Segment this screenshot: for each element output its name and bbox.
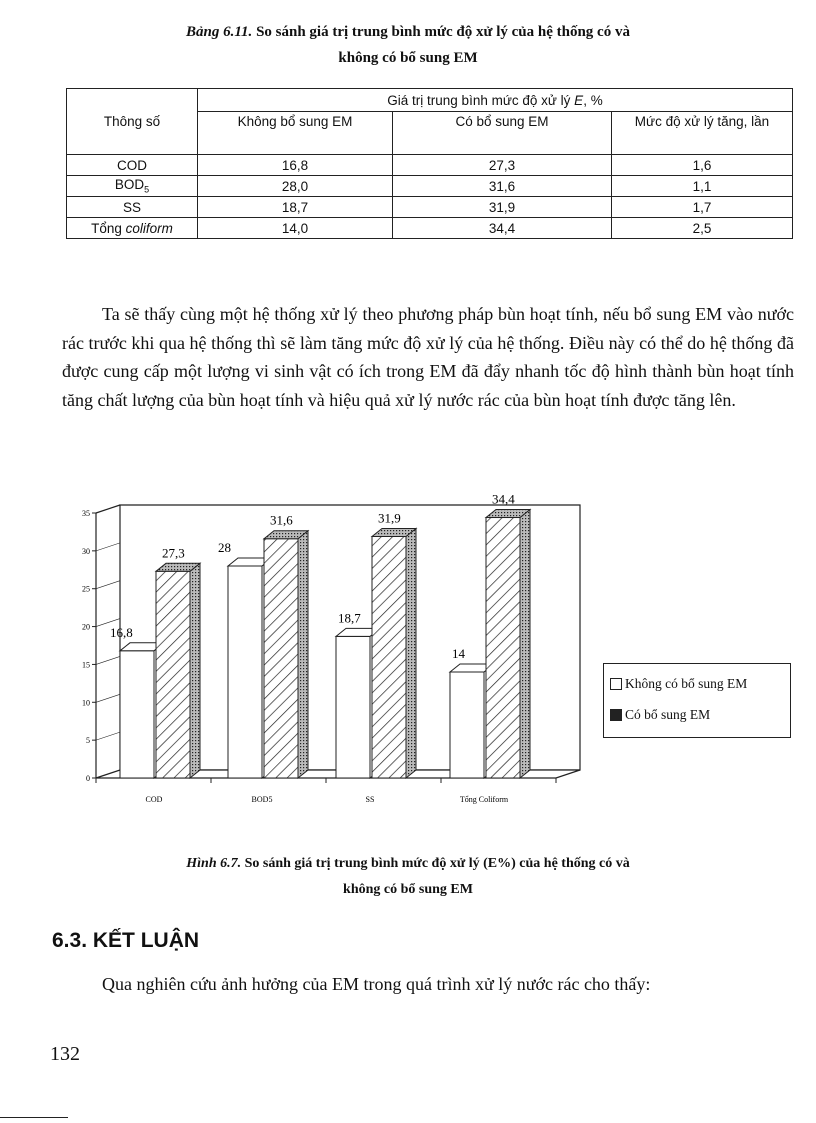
table-caption-line2: không có bổ sung EM [338, 50, 478, 66]
y-tick-depth [96, 694, 120, 702]
bar-em-front [264, 539, 298, 778]
cell-no-em: 18,7 [198, 197, 393, 218]
y-tick-label: 20 [82, 622, 90, 632]
figure-caption-line1: So sánh giá trị trung bình mức độ xử lý (E%) của hệ thống có và [244, 856, 630, 871]
row-name: COD [67, 155, 198, 176]
x-tick-label: BOD5 [251, 795, 273, 804]
table-caption-line1: So sánh giá trị trung bình mức độ xử lý của hệ thống có và [256, 24, 630, 40]
y-tick-depth [96, 732, 120, 740]
table-caption [0, 20, 816, 44]
table-row [67, 218, 793, 239]
table-row [67, 176, 793, 197]
cell-ratio: 1,1 [612, 176, 793, 197]
chart-legend [603, 663, 791, 738]
cell-no-em: 14,0 [198, 218, 393, 239]
bar-no-em-front [228, 566, 262, 778]
group-header-unit: , % [583, 92, 603, 108]
y-tick-depth [96, 543, 120, 551]
legend-label-no-em: Không có bổ sung EM [625, 676, 748, 691]
group-header-text: Giá trị trung bình mức độ xử lý [387, 92, 575, 108]
cell-em: 31,9 [393, 197, 612, 218]
cell-ratio: 1,6 [612, 155, 793, 176]
comparison-table [66, 88, 793, 239]
group-header [198, 89, 793, 112]
bar-em-side [520, 510, 530, 778]
legend-item-em [610, 707, 710, 723]
bar-no-em-front [336, 636, 370, 778]
row-name: SS [67, 197, 198, 218]
y-tick-label: 35 [82, 509, 90, 518]
x-tick-label: SS [365, 795, 375, 804]
y-tick-label: 0 [86, 774, 90, 783]
conclusion-paragraph: Qua nghiên cứu ảnh hưởng của EM trong quá trình xử lý nước rác cho thấy: [102, 974, 651, 994]
legend-swatch-dark [610, 709, 622, 721]
data-label-no-em: 16,8 [110, 624, 133, 640]
data-label-no-em: 18,7 [338, 610, 361, 626]
y-tick-depth [96, 581, 120, 589]
bar-em-front [156, 571, 190, 778]
legend-label-em: Có bổ sung EM [625, 707, 711, 722]
y-tick-label: 15 [82, 660, 90, 670]
bar-no-em-front [120, 651, 154, 778]
figure-caption-line2: không có bổ sung EM [343, 882, 473, 897]
y-tick-label: 25 [82, 584, 90, 594]
row-name: Tổng coliform [67, 218, 198, 239]
col-header-ratio: Mức độ xử lý tăng, lần [612, 112, 793, 155]
bar-em-front [486, 518, 520, 778]
bar-em-side [298, 531, 308, 778]
cell-no-em: 16,8 [198, 155, 393, 176]
data-label-em: 31,9 [378, 510, 401, 526]
cell-em: 31,6 [393, 176, 612, 197]
bar-em-front [372, 536, 406, 778]
y-tick-depth [96, 656, 120, 664]
data-label-em: 27,3 [162, 545, 185, 561]
legend-item-no-em [610, 676, 747, 692]
y-tick-label: 10 [82, 698, 90, 708]
legend-swatch-light [610, 678, 622, 690]
bar-chart [78, 491, 598, 815]
bar-em-side [406, 528, 416, 778]
table-row [67, 197, 793, 218]
y-tick-label: 5 [86, 736, 90, 746]
cell-no-em: 28,0 [198, 176, 393, 197]
table-row [67, 155, 793, 176]
y-tick-label: 30 [82, 546, 90, 556]
figure-caption [0, 852, 816, 876]
bar-no-em-front [450, 672, 484, 778]
table-caption-label: Bảng 6.11. [186, 24, 253, 40]
bar-em-side [190, 563, 200, 778]
page-number: 132 [50, 1043, 80, 1065]
data-label-em: 34,4 [492, 491, 515, 507]
footer-rule [0, 1117, 68, 1118]
x-tick-label: COD [145, 795, 163, 804]
cell-em: 27,3 [393, 155, 612, 176]
cell-ratio: 1,7 [612, 197, 793, 218]
section-title: 6.3. KẾT LUẬN [52, 929, 200, 952]
col-header-em: Có bổ sung EM [393, 112, 612, 155]
data-label-no-em: 14 [452, 646, 465, 661]
row-name: $BOD_5$ [67, 176, 198, 197]
param-header: Thông số [67, 89, 198, 155]
col-header-no-em: Không bổ sung EM [198, 112, 393, 155]
group-header-var: E [574, 92, 584, 108]
x-tick-label: Tổng Coliform [459, 795, 509, 804]
y-tick-depth [96, 505, 120, 513]
figure-caption-label: Hình 6.7. [186, 856, 242, 871]
cell-ratio: 2,5 [612, 218, 793, 239]
cell-em: 34,4 [393, 218, 612, 239]
body-paragraph: Ta sẽ thấy cùng một hệ thống xử lý theo phương pháp bùn hoạt tính, nếu bổ sung EM vào nước rác trước khi qua hệ thống thì sẽ làm tăng mức độ xử lý của hệ thống. Điều này có thể do hệ thống đã được cung cấp một lượng vi sinh vật có ích trong EM đã đẩy nhanh tốc độ hình thành bùn hoạt tính tăng chất lượng của bùn hoạt tính và hiệu quả xử lý nước rác của bùn hoạt tính được tăng lên. [62, 304, 794, 410]
data-label-no-em: 28 [218, 540, 231, 555]
data-label-em: 31,6 [270, 512, 293, 528]
